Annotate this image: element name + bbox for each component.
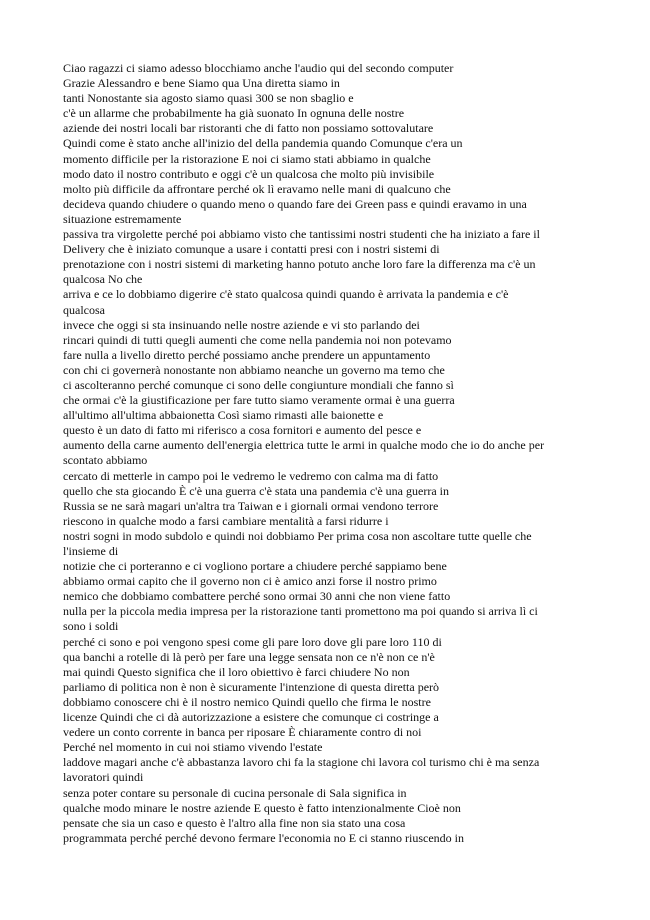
text-line: modo dato il nostro contributo e oggi c'è un qualcosa che molto più invisibile: [63, 166, 435, 181]
text-line: cercato di metterle in campo poi le vedremo le vedremo con calma ma di fatto: [63, 468, 439, 483]
text-line: quello che sta giocando È c'è una guerra c'è stata una pandemia c'è una guerra in: [63, 483, 449, 498]
transcript-text-block: [63, 61, 603, 846]
text-line: riescono in qualche modo a farsi cambiare mentalità a farsi ridurre i: [63, 513, 389, 528]
text-line: pensate che sia un caso e questo è l'altro alla fine non sia stato una cosa: [63, 815, 406, 830]
text-line: ci ascolteranno perché comunque ci sono delle congiunture mondiali che fanno sì: [63, 377, 454, 392]
text-line: aziende dei nostri locali bar ristoranti che di fatto non possiamo sottovalutare: [63, 121, 434, 136]
text-line: qualcosa: [63, 302, 105, 317]
text-line: Grazie Alessandro e bene Siamo qua Una diretta siamo in: [63, 76, 340, 91]
text-line: con chi ci governerà nonostante non abbiamo neanche un governo ma temo che: [63, 362, 445, 377]
text-line: momento difficile per la ristorazione E noi ci siamo stati abbiamo in qualche: [63, 151, 431, 166]
text-line: molto più difficile da affrontare perché ok lì eravamo nelle mani di qualcuno che: [63, 181, 451, 196]
text-line: fare nulla a livello diretto perché possiamo anche prendere un appuntamento: [63, 347, 431, 362]
text-line: Russia se ne sarà magari un'altra tra Taiwan e i giornali ormai vendono terrore: [63, 498, 439, 513]
text-line: mai quindi Questo significa che il loro obiettivo è farci chiudere No non: [63, 664, 410, 679]
text-line: nostri sogni in modo subdolo e quindi noi dobbiamo Per prima cosa non ascoltare tutte quelle che: [63, 528, 532, 543]
text-line: tanti Nonostante sia agosto siamo quasi 300 se non sbaglio e: [63, 91, 354, 106]
text-line: che ormai c'è la giustificazione per fare tutto siamo veramente ormai è una guerra: [63, 393, 455, 408]
text-line: qua banchi a rotelle di là però per fare una legge sensata non ce n'è non ce n'è: [63, 649, 435, 664]
text-line: vedere un conto corrente in banca per riposare È chiaramente contro di noi: [63, 725, 422, 740]
text-line: lavoratori quindi: [63, 770, 144, 785]
text-line: c'è un allarme che probabilmente ha già suonato In ognuna delle nostre: [63, 106, 405, 121]
text-line: Perché nel momento in cui noi stiamo vivendo l'estate: [63, 740, 323, 755]
text-line: all'ultimo all'ultima abbaionetta Così siamo rimasti alle baionette e: [63, 408, 384, 423]
text-line: decideva quando chiudere o quando meno o quando fare dei Green pass e quindi eravamo in una: [63, 196, 527, 211]
text-line: nemico che dobbiamo combattere perché sono ormai 30 anni che non viene fatto: [63, 589, 451, 604]
text-line: abbiamo ormai capito che il governo non ci è amico anzi forse il nostro primo: [63, 574, 437, 589]
text-line: prenotazione con i nostri sistemi di marketing hanno potuto anche loro fare la differenza ma c'è un: [63, 257, 536, 272]
text-line: arriva e ce lo dobbiamo digerire c'è stato qualcosa quindi quando è arrivata la pandemia e c'è: [63, 287, 509, 302]
text-line: licenze Quindi che ci dà autorizzazione a esistere che comunque ci costringe a: [63, 710, 439, 725]
text-line: qualche modo minare le nostre aziende E questo è fatto intenzionalmente Cioè non: [63, 800, 461, 815]
text-line: Delivery che è iniziato comunque a usare i contatti presi con i nostri sistemi di: [63, 242, 440, 257]
text-line: parliamo di politica non è non è sicuramente l'intenzione di questa diretta però: [63, 679, 440, 694]
text-line: invece che oggi si sta insinuando nelle nostre aziende e vi sto parlando dei: [63, 317, 420, 332]
text-line: Quindi come è stato anche all'inizio del della pandemia quando Comunque c'era un: [63, 136, 463, 151]
text-line: nulla per la piccola media impresa per la ristorazione tanti promettono ma poi quando si arriva lì ci: [63, 604, 538, 619]
text-line: scontato abbiamo: [63, 453, 148, 468]
text-line: laddove magari anche c'è abbastanza lavoro chi fa la stagione chi lavora col turismo chi è ma senza: [63, 755, 540, 770]
text-line: questo è un dato di fatto mi riferisco a cosa fornitori e aumento del pesce e: [63, 423, 422, 438]
text-line: programmata perché perché devono fermare l'economia no E ci stanno riuscendo in: [63, 830, 464, 845]
text-line: passiva tra virgolette perché poi abbiamo visto che tantissimi nostri studenti che ha iniziato a fare il: [63, 227, 540, 242]
text-line: Ciao ragazzi ci siamo adesso blocchiamo anche l'audio qui del secondo computer: [63, 61, 454, 75]
text-line: senza poter contare su personale di cucina personale di Sala significa in: [63, 785, 407, 800]
text-line: rincari quindi di tutti quegli aumenti che come nella pandemia noi non potevamo: [63, 332, 452, 347]
text-line: qualcosa No che: [63, 272, 143, 287]
text-line: dobbiamo conoscere chi è il nostro nemico Quindi quello che firma le nostre: [63, 694, 431, 709]
text-line: situazione estremamente: [63, 211, 182, 226]
text-line: aumento della carne aumento dell'energia elettrica tutte le armi in qualche modo che io do anche per: [63, 438, 545, 453]
text-line: perché ci sono e poi vengono spesi come gli pare loro dove gli pare loro 110 di: [63, 634, 442, 649]
text-line: l'insieme di: [63, 544, 119, 558]
text-line: sono i soldi: [63, 619, 119, 634]
text-line: notizie che ci porteranno e ci vogliono portare a chiudere perché sappiamo bene: [63, 559, 447, 574]
